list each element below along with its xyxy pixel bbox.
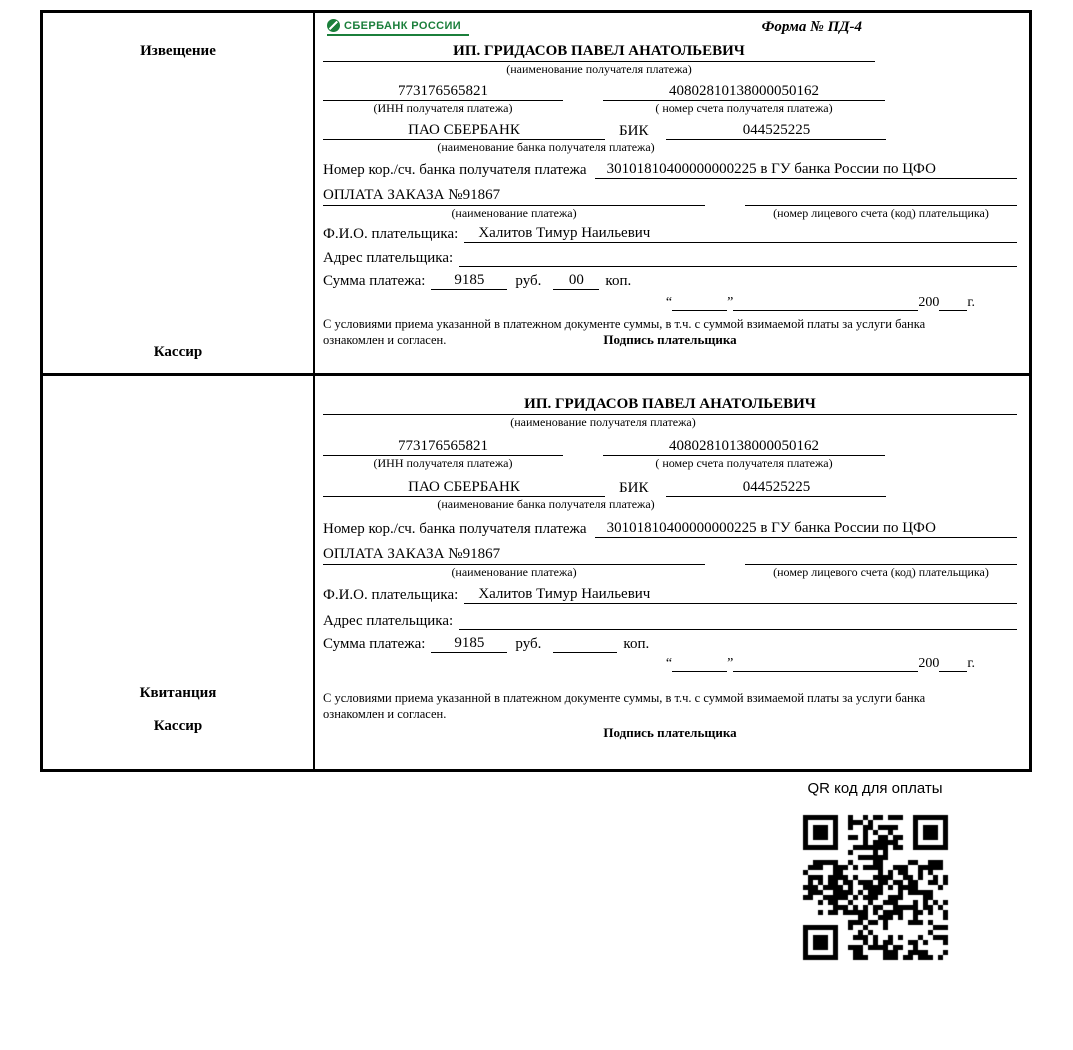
corr-label: Номер кор./сч. банка получателя платежа: [323, 521, 587, 537]
bank-row: [323, 122, 1017, 140]
bik-value: 044525225: [666, 479, 886, 497]
address-label: Адрес плательщика:: [323, 613, 454, 629]
date-quote-open: “: [665, 295, 673, 310]
address-field: [459, 611, 1017, 630]
sberbank-logo-bar: [327, 34, 469, 36]
bik-value: 044525225: [666, 122, 886, 140]
payment-caption: (наименование платежа): [451, 206, 577, 220]
payer-signature-label: Подпись плательщика: [603, 332, 737, 347]
inn-caption: (ИНН получателя платежа): [373, 456, 513, 470]
qr-code: [793, 805, 958, 970]
inn-caption: (ИНН получателя платежа): [373, 101, 513, 115]
payment-captions-row: [323, 565, 1017, 580]
rub-label: руб.: [515, 273, 542, 289]
date-quote-close: ”: [727, 295, 734, 310]
rub-label: руб.: [515, 636, 542, 652]
payment-purpose-label: ОПЛАТА ЗАКАЗА №: [323, 546, 463, 562]
notice-right-cell: [315, 13, 1029, 373]
notice-header-row: [323, 19, 1017, 41]
qr-block: [786, 780, 964, 970]
amount-row: [323, 272, 1017, 290]
inn-value: 773176565821: [323, 438, 563, 456]
receipt-left-cell: [43, 376, 315, 769]
payment-purpose-row: [323, 546, 1017, 565]
notice-section: [43, 13, 1029, 373]
corr-value: 30101810400000000225 в ГУ банка России по ЦФО: [595, 161, 1017, 179]
payment-purpose-label: ОПЛАТА ЗАКАЗА №: [323, 187, 463, 203]
recipient-name: ИП. ГРИДАСОВ ПАВЕЛ АНАТОЛЬЕВИЧ: [323, 43, 875, 62]
date-day-blank: [672, 657, 727, 672]
date-line: [323, 295, 975, 311]
bank-name: ПАО СБЕРБАНК: [323, 479, 605, 497]
order-number: 91867: [462, 546, 501, 562]
payer-label: Ф.И.О. плательщика:: [323, 226, 459, 242]
notice-label: Извещение: [140, 43, 216, 59]
bik-label: БИК: [619, 123, 649, 139]
amount-label: Сумма платежа:: [323, 273, 426, 289]
amount-rub: 9185: [431, 272, 507, 290]
payer-name: Халитов Тимур Наильевич: [464, 225, 1017, 243]
personal-account-field: [745, 546, 1017, 565]
personal-account-caption: (номер лицевого счета (код) плательщика): [773, 206, 989, 220]
inn-account-captions: [323, 101, 1017, 116]
address-row: [323, 248, 1017, 267]
corr-account-row: [323, 161, 1017, 179]
receipt-label: Квитанция: [139, 685, 217, 701]
address-label: Адрес плательщика:: [323, 250, 454, 266]
sberbank-logo-icon: [327, 19, 340, 32]
payment-purpose: [323, 187, 705, 206]
qr-caption: QR код для оплаты: [807, 780, 943, 797]
amount-kop: 00: [553, 272, 599, 290]
date-year-blank: [939, 657, 967, 672]
corr-account-row: [323, 520, 1017, 538]
account-caption: ( номер счета получателя платежа): [655, 101, 833, 115]
bank-caption: (наименование банка получателя платежа): [437, 497, 655, 511]
receipt-right-cell: [315, 376, 1029, 769]
personal-account-caption: (номер лицевого счета (код) плательщика): [773, 565, 989, 579]
amount-kop: [553, 652, 617, 653]
date-line: [323, 656, 975, 672]
kop-label: коп.: [623, 636, 650, 652]
payer-signature-label: Подпись плательщика: [603, 725, 737, 740]
date-year-blank: [939, 296, 967, 311]
form-number: Форма № ПД-4: [761, 19, 862, 35]
date-year-prefix: 200: [918, 295, 940, 310]
payment-captions-row: [323, 206, 1017, 221]
date-year-suffix: г.: [967, 656, 975, 671]
account-value: 40802810138000050162: [603, 438, 885, 456]
terms-text: С условиями приема указанной в платежном документе суммы, в т.ч. с суммой взимаемой платы за услуги банка ознакомлен и согласен.: [323, 317, 926, 347]
terms-text: С условиями приема указанной в платежном документе суммы, в т.ч. с суммой взимаемой платы за услуги банка ознакомлен и согласен.: [323, 691, 926, 721]
date-day-blank: [672, 296, 727, 311]
pd4-form-table: [40, 10, 1032, 772]
recipient-name: ИП. ГРИДАСОВ ПАВЕЛ АНАТОЛЬЕВИЧ: [323, 396, 1017, 415]
payment-purpose: [323, 546, 705, 565]
inn-account-row: [323, 438, 1017, 456]
payer-row: [323, 225, 1017, 243]
receipt-section: [43, 373, 1029, 769]
account-caption: ( номер счета получателя платежа): [655, 456, 833, 470]
address-field: [459, 248, 1017, 267]
date-quote-close: ”: [727, 656, 734, 671]
address-row: [323, 611, 1017, 630]
recipient-caption: (наименование получателя платежа): [506, 62, 692, 76]
inn-account-row: [323, 83, 1017, 101]
sberbank-logo: [327, 19, 469, 36]
personal-account-field: [745, 187, 1017, 206]
date-month-blank: [733, 657, 918, 672]
payer-name: Халитов Тимур Наильевич: [464, 586, 1017, 604]
bank-row: [323, 479, 1017, 497]
payer-label: Ф.И.О. плательщика:: [323, 587, 459, 603]
amount-label: Сумма платежа:: [323, 636, 426, 652]
sberbank-logo-text: СБЕРБАНК РОССИИ: [344, 19, 462, 32]
order-number: 91867: [462, 187, 501, 203]
date-year-suffix: г.: [967, 295, 975, 310]
bik-label: БИК: [619, 480, 649, 496]
date-month-blank: [733, 296, 918, 311]
receipt-cashier-label: Кассир: [153, 718, 203, 734]
date-quote-open: “: [665, 656, 673, 671]
corr-label: Номер кор./сч. банка получателя платежа: [323, 162, 587, 178]
bank-name: ПАО СБЕРБАНК: [323, 122, 605, 140]
bank-caption: (наименование банка получателя платежа): [437, 140, 655, 154]
inn-account-captions: [323, 456, 1017, 471]
corr-value: 30101810400000000225 в ГУ банка России по ЦФО: [595, 520, 1017, 538]
kop-label: коп.: [605, 273, 632, 289]
recipient-caption: (наименование получателя платежа): [510, 415, 696, 429]
payer-row: [323, 586, 1017, 604]
notice-left-cell: [43, 13, 315, 373]
date-year-prefix: 200: [918, 656, 940, 671]
amount-row: [323, 635, 1017, 653]
account-value: 40802810138000050162: [603, 83, 885, 101]
payment-caption: (наименование платежа): [451, 565, 577, 579]
notice-cashier-label: Кассир: [153, 344, 203, 360]
amount-rub: 9185: [431, 635, 507, 653]
payment-purpose-row: [323, 187, 1017, 206]
inn-value: 773176565821: [323, 83, 563, 101]
